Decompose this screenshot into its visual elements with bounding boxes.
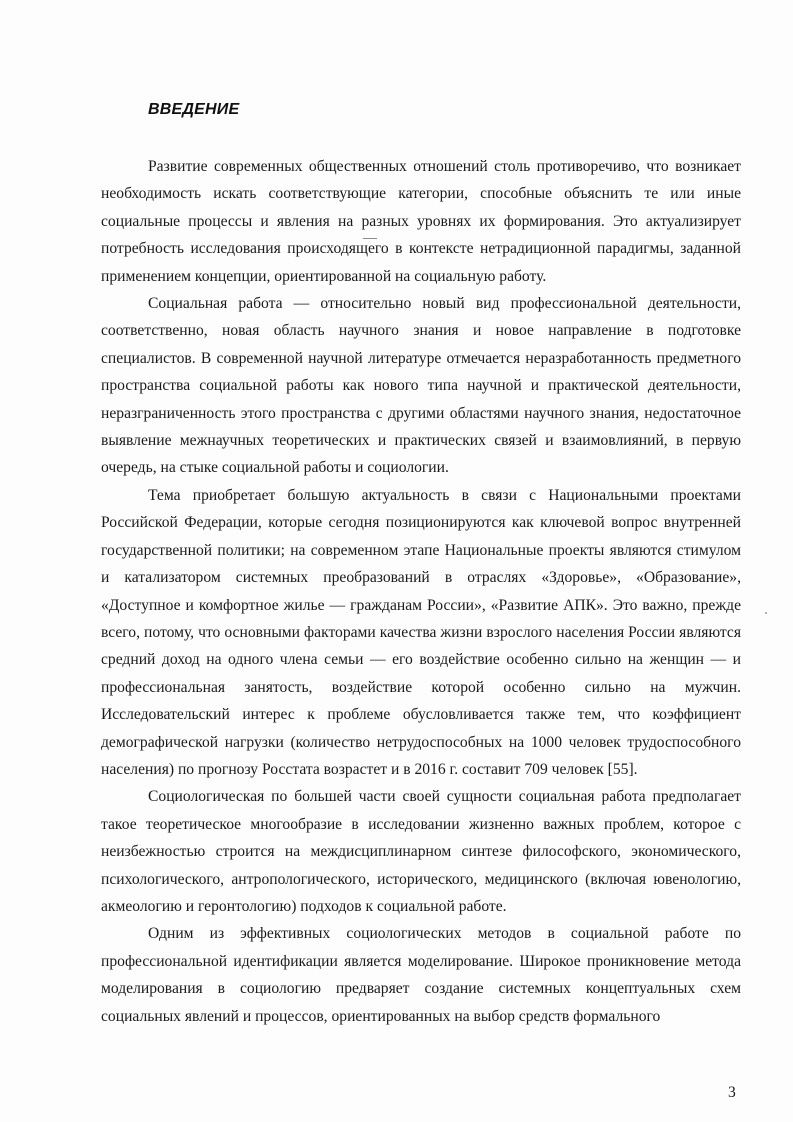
body-text xyxy=(101,153,741,1030)
paragraph: Тема приобретает большую актуальность в связи с Национальными проектами Российской Федерации, которые сегодня позиционируются как ключевой вопрос внутренней государственной политики; на современном этапе Национальные проекты являются стимулом и катализатором системных преобразований в отраслях «Здоровье», «Образование», «Доступное и комфортное жилье — гражданам России», «Развитие АПК». Это важно, прежде всего, потому, что основными факторами качества жизни взрослого населения России являются средний доход на одного члена семьи — его воздействие особенно сильно на женщин — и профессиональная занятость, воздействие которой особенно сильно на мужчин. Исследовательский интерес к проблеме обусловливается также тем, что коэффициент демографической нагрузки (количество нетрудоспособных на 1000 человек трудоспособного населения) по прогнозу Росстата возрастет и в 2016 г. составит 709 человек [55]. xyxy=(101,486,741,778)
paragraph: Одним из эффективных социологических методов в социальной работе по профессиональной идентификации является моделирование. Широкое проникновение метода моделирования в социологию предваряет создание системных концептуальных схем социальных явлений и процессов, ориентированных на выбор средств формального xyxy=(101,925,741,1025)
paragraph: Развитие современных общественных отношений столь противоречиво, что возникает необходимость искать соответствующие категории, способные объяснить те или иные социальные процессы и явления на разных уровнях их формирования. Это актуализирует потребность исследования происходящего в контексте нетрадиционной парадигмы, заданной применением концепции, ориентированной на социальную работу. xyxy=(101,158,741,285)
scan-artifact xyxy=(765,612,767,614)
page-number: 3 xyxy=(728,1084,736,1101)
paragraph: Социологическая по большей части своей сущности социальная работа предполагает такое теоретическое многообразие в исследовании жизненно важных проблем, которое с неизбежностью строится на междисциплинарном синтезе философского, экономического, психологического, антропологического, исторического, медицинского (включая ювенологию, акмеологию и геронтологию) подходов к социальной работе. xyxy=(101,788,741,915)
section-heading: ВВЕДЕНИЕ xyxy=(148,101,240,118)
paragraph: Социальная работа — относительно новый вид профессиональной деятельности, соответственно, новая область научного знания и новое направление в подготовке специалистов. В современной научной литературе отмечается неразработанность предметного пространства социальной работы как нового типа научной и практической деятельности, неразграниченность этого пространства с другими областями научного знания, недостаточное выявление межнаучных теоретических и практических связей и взаимовлияний, в первую очередь, на стыке социальной работы и социологии. xyxy=(101,295,741,477)
